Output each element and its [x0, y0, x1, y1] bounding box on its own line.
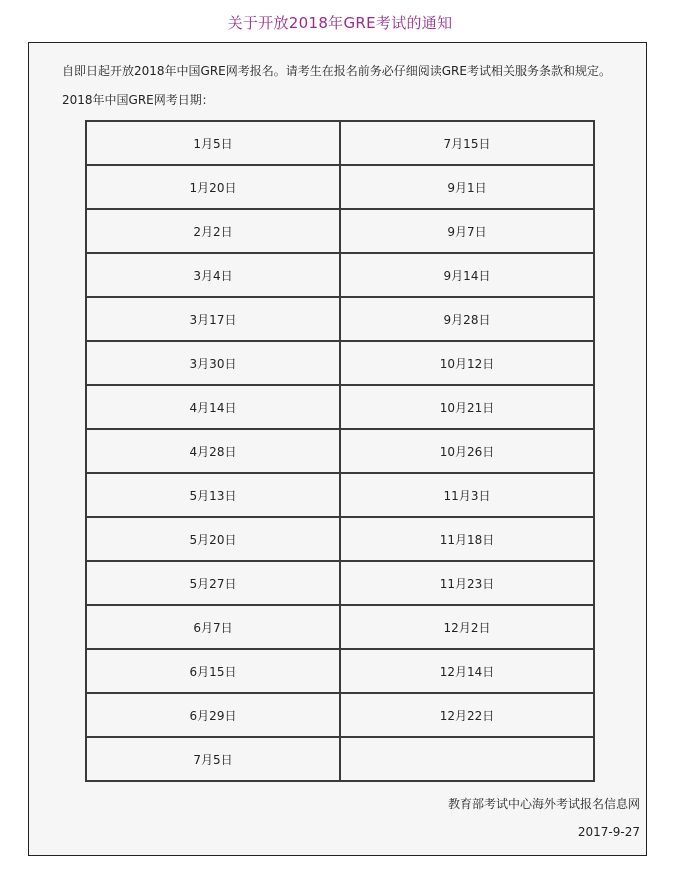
- date-cell-left: 1月20日: [87, 166, 341, 210]
- date-cell-left: 2月2日: [87, 210, 341, 254]
- table-row: [87, 694, 595, 738]
- date-cell-left: 5月27日: [87, 562, 341, 606]
- intro-text: 自即日起开放2018年中国GRE网考报名。请考生在报名前务必仔细阅读GRE考试相关服务条款和规定。: [62, 64, 611, 78]
- date-cell-left: 4月28日: [87, 430, 341, 474]
- date-cell-left: 7月5日: [87, 738, 341, 782]
- date-cell-right: 11月23日: [341, 562, 595, 606]
- date-cell-right: 12月14日: [341, 650, 595, 694]
- table-row: [87, 254, 595, 298]
- table-row: [87, 518, 595, 562]
- date-cell-right: 12月22日: [341, 694, 595, 738]
- table-row: [87, 474, 595, 518]
- date-cell-left: 6月29日: [87, 694, 341, 738]
- date-cell-right: 9月28日: [341, 298, 595, 342]
- date-cell-left: 3月17日: [87, 298, 341, 342]
- date-cell-left: 5月20日: [87, 518, 341, 562]
- date-cell-right: [341, 738, 595, 782]
- date-cell-right: 9月7日: [341, 210, 595, 254]
- date-cell-right: 7月15日: [341, 122, 595, 166]
- table-row: [87, 606, 595, 650]
- date-cell-left: 3月30日: [87, 342, 341, 386]
- table-row: [87, 386, 595, 430]
- table-row: [87, 738, 595, 782]
- date-cell-right: 11月18日: [341, 518, 595, 562]
- date-cell-right: 10月12日: [341, 342, 595, 386]
- table-row: [87, 650, 595, 694]
- date-cell-left: 6月15日: [87, 650, 341, 694]
- table-row: [87, 342, 595, 386]
- table-row: [87, 122, 595, 166]
- table-row: [87, 210, 595, 254]
- date-cell-left: 1月5日: [87, 122, 341, 166]
- table-row: [87, 562, 595, 606]
- date-cell-left: 5月13日: [87, 474, 341, 518]
- footer-date: 2017-9-27: [577, 825, 640, 839]
- notice-title: 关于开放2018年GRE考试的通知: [227, 14, 453, 32]
- date-cell-right: 11月3日: [341, 474, 595, 518]
- date-cell-right: 10月26日: [341, 430, 595, 474]
- footer-organization: 教育部考试中心海外考试报名信息网: [447, 797, 640, 811]
- dates-label: 2018年中国GRE网考日期：: [62, 93, 214, 107]
- table-row: [87, 166, 595, 210]
- date-cell-left: 4月14日: [87, 386, 341, 430]
- table-row: [87, 430, 595, 474]
- date-cell-right: 9月1日: [341, 166, 595, 210]
- exam-dates-table: [85, 120, 595, 782]
- date-cell-left: 3月4日: [87, 254, 341, 298]
- table-row: [87, 298, 595, 342]
- date-cell-right: 9月14日: [341, 254, 595, 298]
- date-cell-right: 10月21日: [341, 386, 595, 430]
- date-cell-right: 12月2日: [341, 606, 595, 650]
- date-cell-left: 6月7日: [87, 606, 341, 650]
